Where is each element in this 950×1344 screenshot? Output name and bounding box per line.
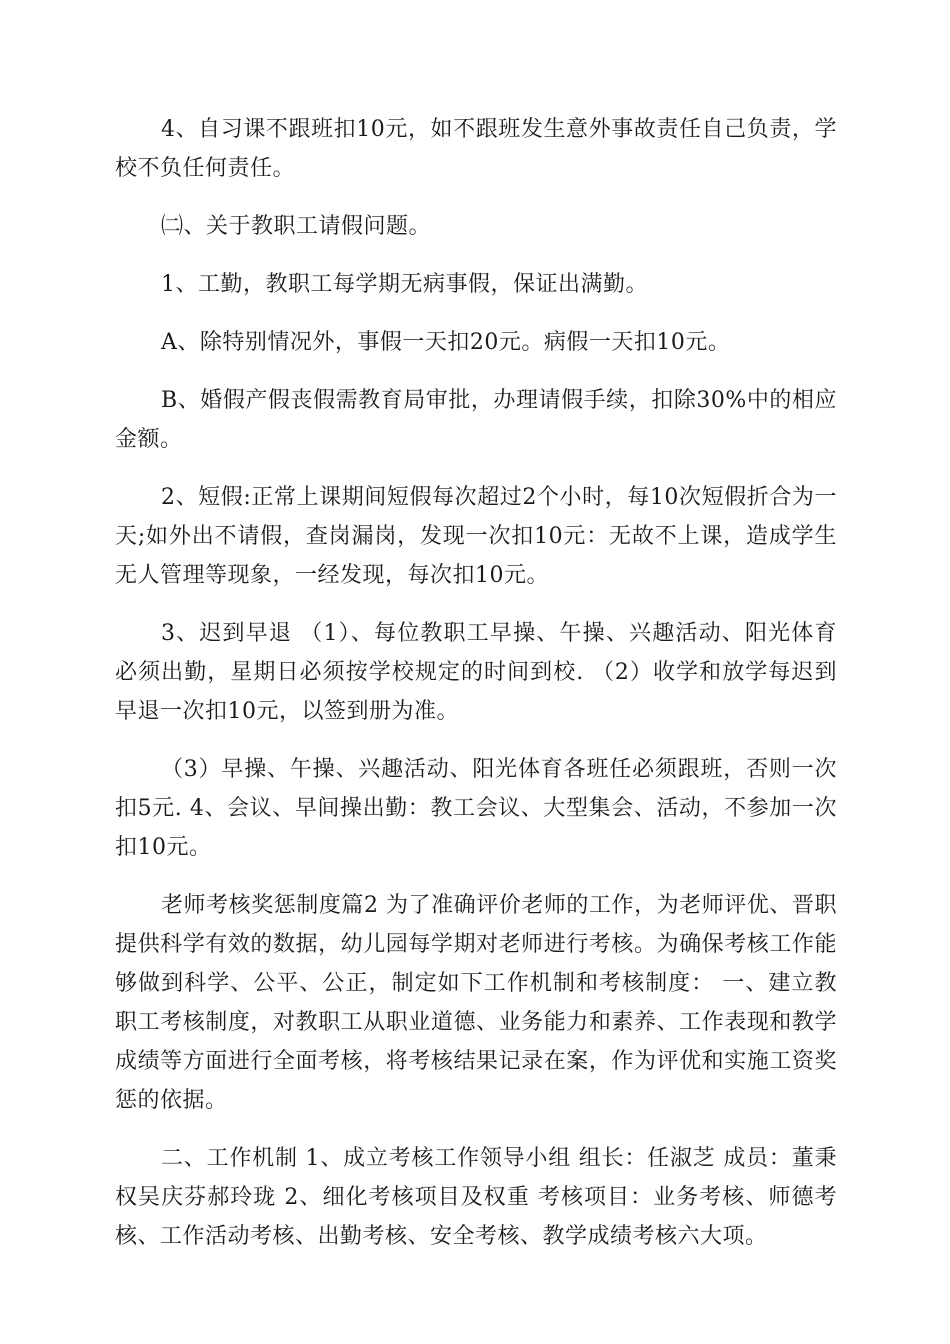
paragraph-leave-heading: ㈡、关于教职工请假问题。: [161, 214, 432, 239]
document-body: [115, 110, 837, 1275]
paragraph-evaluation-system: 老师考核奖惩制度篇2 为了准确评价老师的工作，为老师评优、晋职提供科学有效的数据，幼儿园每学期对老师进行考核。为确保考核工作能够做到科学、公平、公正，制定如下工作机制和考核制度： 一、建立教职工考核制度，对教职工从职业道德、业务能力和素养、工作表现和教学成绩等方面进行全面考核，将考核结果记录在案，作为评优和实施工资奖惩的依据。: [115, 893, 837, 1113]
paragraph-special-leave: B、婚假产假丧假需教育局审批，办理请假手续，扣除30%中的相应金额。: [115, 388, 837, 452]
paragraph-short-leave: 2、短假:正常上课期间短假每次超过2个小时，每10次短假折合为一天;如外出不请假，查岗漏岗，发现一次扣10元：无故不上课，造成学生无人管理等现象，一经发现，每次扣10元。: [115, 485, 837, 588]
paragraph-late-early: 3、迟到早退 （1）、每位教职工早操、午操、兴趣活动、阳光体育必须出勤，星期日必须按学校规定的时间到校. （2）收学和放学每迟到早退一次扣10元，以签到册为准。: [115, 621, 837, 724]
paragraph-duty-meetings: （3）早操、午操、兴趣活动、阳光体育各班任必须跟班，否则一次扣5元. 4、会议、早间操出勤：教工会议、大型集会、活动，不参加一次扣10元。: [115, 757, 837, 860]
paragraph-work-mechanism: 二、工作机制 1、成立考核工作领导小组 组长：任淑芝 成员：董秉权吴庆芬郝玲珑 2、细化考核项目及权重 考核项目：业务考核、师德考核、工作活动考核、出勤考核、安全考核、教学成绩考核六大项。: [115, 1146, 837, 1249]
paragraph-attendance-rule: 1、工勤，教职工每学期无病事假，保证出满勤。: [161, 272, 648, 297]
paragraph-personal-sick-leave: A、除特别情况外，事假一天扣20元。病假一天扣10元。: [161, 330, 731, 355]
paragraph-self-study-rule: 4、自习课不跟班扣10元，如不跟班发生意外事故责任自己负责，学校不负任何责任。: [115, 117, 837, 181]
